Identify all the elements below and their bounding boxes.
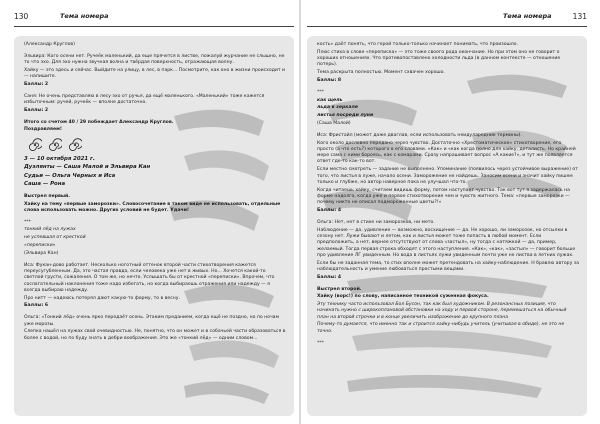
haiku-author: (Эльвира Кан): [24, 250, 59, 256]
haiku-line: тонкий лёд на лужах: [24, 227, 76, 233]
text-paragraph: Ольга: Нет, нет в стихе ни заморозков, ни мето.: [317, 219, 435, 225]
stars-divider: ***: [317, 89, 324, 95]
haiku-line: как щель: [317, 97, 343, 103]
text-paragraph: Наблюдение — да, удивление — возможно, восхищение — да. Не хорошо, ли заморозок, но отсылки в сезону нет. Лужи бывают и летом, как и листья может тоже попасть в любой момент. Если предположить, а нет, вернее отсутствуют от слова «застыл», ну тогда с натяжкой — да, пример, желаемый. Тогда первая строка обходят с этого наступления. «Как», «как», «застыл» — говорит больше про удивление ЛГ увиденным. Но вода в листьях лужи увиденным почти уже не листва в летних лужах.: [317, 227, 576, 258]
text-paragraph: Кого около дословно передано через чувство. Достаточно «Хрестоматическое» стихотворение, его просто (а что есть?) которого в его словами. «Как» и «как когда полно для хайку, деталисть. Но крайней мере сама с ними бороясь, как с комарами. Сразу напрашивает вопрос «А какие?», и тут же появляется ответ где-то как-то вот.: [317, 140, 576, 165]
score-line: Баллы: 4: [317, 274, 342, 280]
round-players: Дуэлянты — Саша Малой и Эльвира Кан: [24, 164, 151, 171]
spiral-icon: [48, 138, 62, 152]
right-page-number: 131: [572, 12, 587, 21]
round-second: Саша — Рона: [24, 181, 66, 188]
text-paragraph: Плюс стиха в слове «переписка» — это тоже своего рода окончание. Но при этом оно не говорит о хороших отношениях. Что противопоставлено холодности льда (в данном контексте — отношение потерь).: [317, 49, 561, 68]
stars-divider: ***: [24, 219, 31, 225]
score-line: Баллы: 8: [317, 77, 342, 83]
right-section-title: Тема номера: [503, 12, 552, 20]
text-paragraph: Иса: Фукан-дово работает. Несколько ноготный оттенок второй части стихотворения кажется переусугубленным. Да, это частая правда, если человека уже нет в живых. Но... Хочется какой-то светлой грусти, сожаления. О том же, но нечто. Услышать бы от крестной «переписки». Впрочем, что сослагательный наклонения тоже надо избегать, но когда выбираешь отражения или надежду — я всегда выбираю надежду.: [24, 262, 275, 293]
right-text-column: [317, 42, 579, 348]
text-paragraph: Эту технику часто использовал Бол Бусон, так как был художником. В резонансных позиция, что начинать нужно с широкоплановой обстановки на ходу и первой стороне, перемешаться на обычный план на второй строчки и в конце увеличить изображение до крупного плана: [317, 302, 567, 320]
score-line: Баллы: 2: [24, 81, 49, 87]
haiku-line: листья посреди луни: [317, 113, 374, 119]
text-paragraph: Про нитт — надеюсь потерял дают какую-то форму, то в весну.: [24, 295, 180, 301]
round-dates: 3 — 10 октября 2021 г.: [24, 155, 95, 162]
spiral-icon: [68, 138, 82, 152]
text-paragraph: Иса: Фристайл (может даже дваглав, если использовать неидуларедние термины).: [317, 132, 522, 138]
stars-divider: ***: [317, 340, 324, 346]
left-header-rule: [14, 26, 294, 27]
haiku-line: «переписки»: [24, 243, 56, 249]
text-paragraph: Если бы не заданная тема, то стих вполне может претендовать на хайку-наблюдение. Н бравлю автору за наблюдательность и умение любоваться простыми вещами.: [317, 260, 580, 272]
shot-title: Выстрел первый.: [24, 193, 71, 199]
congrats-line: Поздравляем!: [24, 127, 62, 133]
text-paragraph: Хайку — это здесь и сейчас. Выйдите на улицу, в лес, в парк... Посмотрите, как оно в жизни происходит и — напишите.: [24, 67, 285, 80]
right-header: [307, 12, 587, 26]
shot-title: Выстрел второй.: [317, 286, 362, 292]
text-paragraph: Если местно смотреть — задание не выполнено. Упоминание (появилось через устойчивое выражение) от того, что листья в луже, начало осени. Заморожение не найдешь. Заносим осени и значит хайку пишем только и глубже, но автор наверное пока не улучшал что-то.: [317, 167, 578, 185]
score-line: Баллы: 6: [24, 303, 49, 309]
text-paragraph: кость» даёт понять, что герой только-только начинает понимать, что произошло.: [317, 42, 518, 47]
left-text-column: [24, 42, 286, 343]
right-header-rule: [307, 26, 587, 27]
right-content-panel: [307, 36, 587, 416]
text-paragraph: Эльвира: Кого осени нет. Ручеёк маленький, да еще прячется в листве, пожалуй журчание не слышно, не то что эхо. Для эхо нужна звучная волна и твёрдая поверхность, отражающая волну.: [24, 53, 285, 66]
text-paragraph: Ольга: «Тонкий лёд» очень ярко передаёт осень. Этаким преданием, когда ещё не поздно, но по ночам уже морозы.: [24, 315, 279, 327]
score-line: Баллы: 4: [317, 208, 342, 214]
left-page-number: 130: [14, 12, 29, 21]
shot-task: Хайку (ворс!) по слову, написанное техникой суженная фокуса.: [317, 294, 489, 300]
haiku-author: (Саша Малой): [317, 120, 351, 126]
text-line: (Александр Круглов): [24, 42, 75, 47]
round-judges: Судьи — Ольга Черных и Иса: [24, 172, 116, 179]
text-paragraph: Тема раскрыта полностью. Момент схвачен хорошо.: [317, 70, 445, 76]
result-line: Итого со счетом 40 / 29 побеждает Александр Круглов.: [24, 119, 174, 125]
left-section-title: Тема номера: [60, 12, 109, 20]
shot-task: Хайку на тему «первые заморозки». Словосочетание в таком виде не использовать, отдельные слова использовать можно. Других условий не будет. Удачи!: [24, 201, 281, 213]
text-paragraph: Почему-то думается, что именно так и строится хайку-нибудь учитель (учитывая в обиде), не это не точно.: [317, 322, 565, 334]
text-paragraph: Саня: Не очень представляю в лесу эхо от ручья, да ещё маленького. «Маленький» тоже кажется избыточным: ручей, ручеёк — вполне достаточно.: [24, 93, 265, 106]
left-header: [14, 12, 294, 26]
haiku-line: льда в зеркале: [317, 105, 358, 111]
right-page: [301, 0, 600, 424]
spiral-ornaments: [28, 138, 286, 152]
spiral-icon: [28, 138, 42, 152]
left-content-panel: [14, 36, 294, 416]
text-paragraph: Когда читаешь хайку, считаем видишь форму, потом наступает чувство. Так вот тут я задержалась на форме надолго, когда уже и первое стихотворение чем и чувств житного. Тема: «первые заморозки — почему никто не описал подмороженные цветы?!»: [317, 187, 570, 206]
score-line: Баллы: 2: [24, 107, 49, 113]
haiku-line: не успевшая от кресткой: [24, 235, 86, 241]
left-page: [0, 0, 299, 424]
text-paragraph: Слепка нашёл на лужах свой очевидностью. Не, понятно, что он может и в собачьей части образоваться в более с водой, но по буду знать в дебри воображения. Это же «тонкий лёд» — одним словом...: [24, 329, 286, 341]
